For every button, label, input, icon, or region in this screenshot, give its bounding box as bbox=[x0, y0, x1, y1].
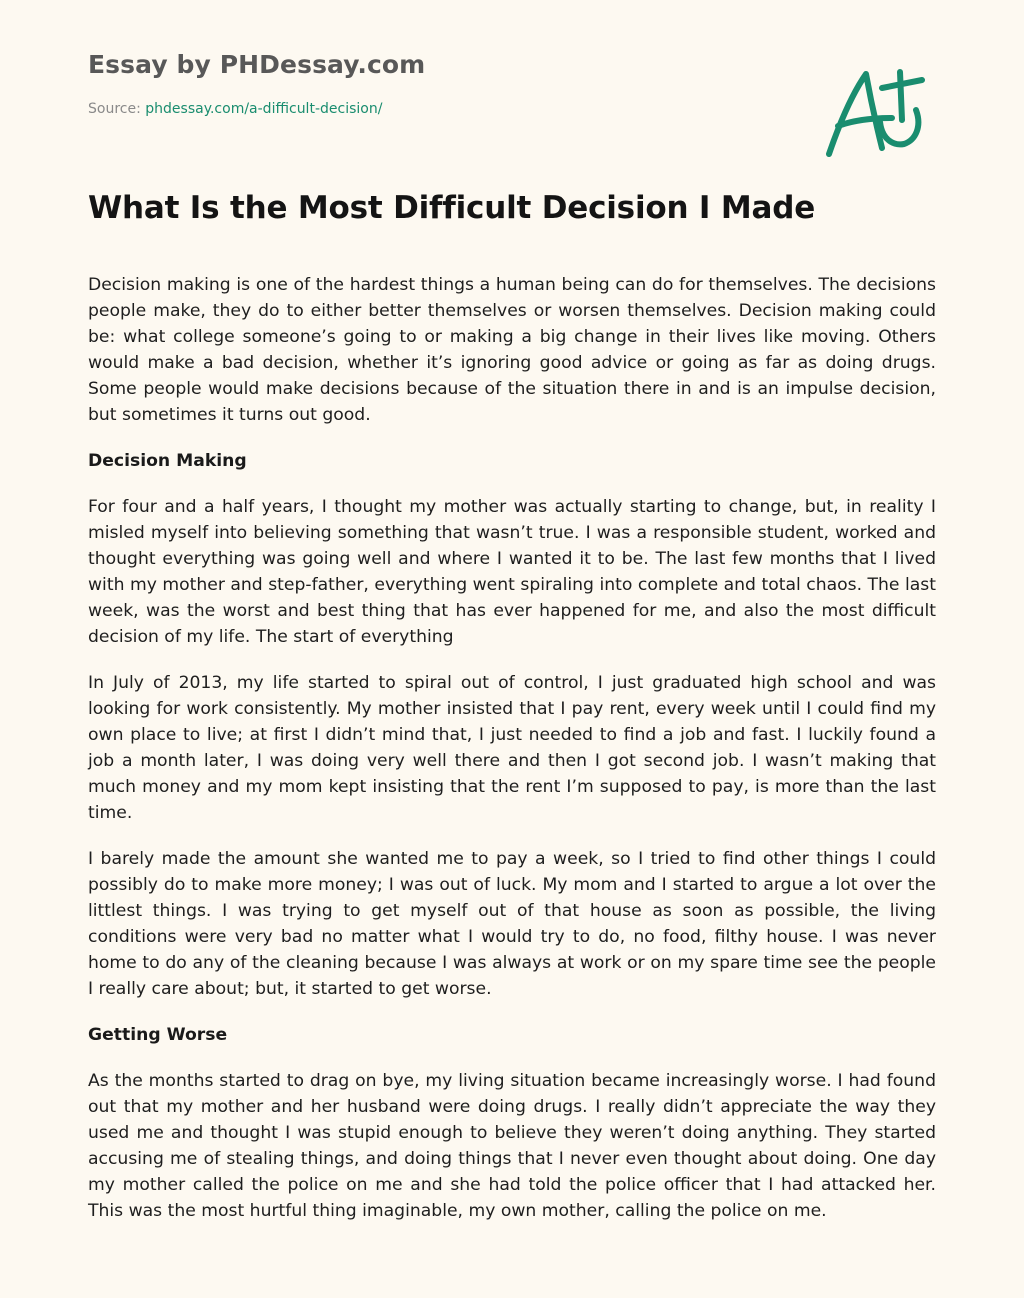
essay-paragraph: In July of 2013, my life started to spiral out of control, I just graduated high school and was looking for work consistently. My mother insisted that I pay rent, every week until I could find my own place to live; at first I didn’t mind that, I just needed to find a job and fast. I luckily found a job a month later, I was doing very well there and then I got second job. I wasn’t making that much money and my mom kept insisting that the rent I’m supposed to pay, is more than the last time. bbox=[88, 673, 936, 823]
essay-paragraph: As the months started to drag on bye, my living situation became increasingly worse. I had found out that my mother and her husband were doing drugs. I really didn’t appreciate the way they used me and thought I was stupid enough to believe they weren’t doing anything. They started accusing me of stealing things, and doing things that I never even thought about doing. One day my mother called the police on me and she had told the police officer that I had attacked her. This was the most hurtful thing imaginable, my own mother, calling the police on me. bbox=[88, 1071, 936, 1221]
logo-plus-vertical bbox=[900, 72, 902, 120]
a-plus-grade-icon bbox=[820, 60, 930, 165]
essay-paragraph: Decision making is one of the hardest things a human being can do for themselves. The decisions people make, they do to either better themselves or worsen themselves. Decision making could be: what college someone’s going to or making a big change in their lives like moving. Others would make a bad decision, whether it’s ignoring good advice or going as far as doing drugs. Some people would make decisions because of the situation there in and is an impulse decision, but sometimes it turns out good. bbox=[88, 275, 936, 425]
essay-title: What Is the Most Difficult Decision I Made bbox=[88, 190, 816, 226]
site-brand: Essay by PHDessay.com bbox=[88, 50, 426, 79]
essay-paragraph: I barely made the amount she wanted me to pay a week, so I tried to find other things I could possibly do to make more money; I was out of luck. My mom and I started to argue a lot over the littlest things. I was trying to get myself out of that house as soon as possible, the living conditions were very bad no matter what I would try to do, no food, filthy house. I was never home to do any of the cleaning because I was always at work or on my spare time see the people I really care about; but, it started to get worse. bbox=[88, 849, 936, 999]
logo-a-stroke bbox=[829, 74, 882, 154]
essay-paragraph: For four and a half years, I thought my mother was actually starting to change, but, in reality I misled myself into believing something that wasn’t true. I was a responsible student, worked and thought everything was going well and where I wanted it to be. The last few months that I lived with my mother and step-father, everything went spiraling into complete and total chaos. The last week, was the worst and best thing that has ever happened for me, and also the most difficult decision of my life. The start of everything bbox=[88, 497, 936, 647]
logo-plus-horizontal bbox=[882, 80, 922, 88]
source-link[interactable]: phdessay.com/a-difficult-decision/ bbox=[145, 101, 383, 117]
essay-body bbox=[88, 272, 936, 1244]
section-heading: Getting Worse bbox=[88, 1025, 228, 1045]
section-heading: Decision Making bbox=[88, 451, 247, 471]
source-label: Source: bbox=[88, 101, 146, 117]
logo-a-crossbar bbox=[838, 118, 892, 126]
source-line bbox=[88, 101, 382, 117]
